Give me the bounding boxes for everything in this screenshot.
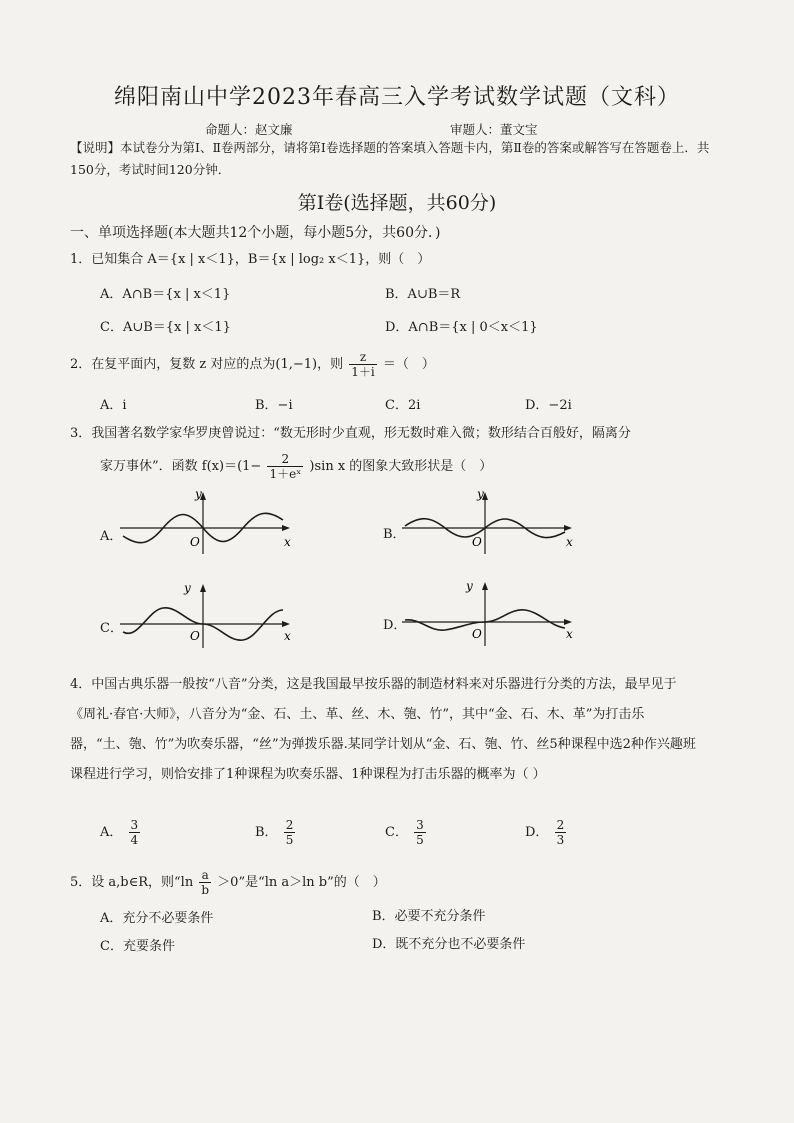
q4-d-num: 2 — [556, 818, 565, 832]
q4-c-den: 5 — [416, 833, 424, 847]
q1-option-c: C．A∪B＝{x | x＜1} — [100, 320, 231, 335]
x-axis-label: x — [566, 627, 573, 641]
q3-line1: 3．我国著名数学家华罗庚曾说过：“数无形时少直观，形无数时难入微；数形结合百般好，隔离分 — [70, 426, 631, 441]
x-axis-label: x — [566, 535, 573, 549]
q5-option-c: C．充要条件 — [100, 939, 175, 954]
q4-option-d-label: D． — [525, 825, 549, 840]
q3-graph-c — [118, 580, 298, 650]
q5-frac-num: a — [199, 868, 211, 883]
q5-frac-den: b — [201, 883, 210, 897]
setter-label: 命题人：赵文廉 — [205, 122, 293, 137]
q3-line2-post: )sin x 的图象大致形状是（ ） — [309, 459, 493, 474]
q2-option-d: D．−2i — [525, 398, 572, 413]
q3-graph-d — [400, 578, 580, 648]
q4-option-c-label: C． — [385, 825, 408, 840]
q4-option-b-frac — [284, 818, 296, 847]
q2-option-b: B．−i — [255, 398, 293, 413]
x-axis-arrow — [282, 525, 290, 531]
q4-text: 4．中国古典乐器一般按“八音”分类，这是我国最早按乐器的制造材料来对乐器进行分类的方法，最早见于《周礼·春官·大师》，八音分为“金、石、土、革、丝、木、匏、竹”，其中“金、石、木、革”为打击乐器，“土、匏、竹”为吹奏乐器，“丝”为弹拨乐器.某同学计划从“金、石、匏、竹、丝5种课程中选2种作兴趣班课程进行学习，则恰安排了1种课程为吹奏乐器、1种课程为打击乐器的概率为（ ） — [70, 677, 696, 782]
q4-d-den: 3 — [556, 833, 565, 847]
reviewer-label: 审题人：董文宝 — [450, 122, 538, 137]
q3-frac-den: 1＋eˣ — [269, 467, 302, 481]
q2-fraction — [349, 350, 376, 379]
q2-stem-pre: 2．在复平面内，复数 z 对应的点为(1,−1)，则 — [70, 357, 344, 372]
q1-option-b: B．A∪B＝R — [385, 287, 461, 302]
y-axis-label: y — [195, 488, 202, 501]
q5-stem-pre: 5．设 a,b∈R，则“ln — [70, 875, 194, 890]
q3-line2-pre: 家万事休”．函数 f(x)＝(1− — [100, 459, 262, 474]
q4-option-c — [385, 818, 428, 847]
y-axis-arrow — [200, 584, 206, 592]
q5-stem — [70, 868, 386, 897]
q3-graph-a — [118, 488, 298, 558]
x-axis-label: x — [284, 629, 291, 643]
x-axis-arrow — [564, 525, 572, 531]
q4-option-a-label: A． — [100, 825, 123, 840]
part-heading: 一、单项选择题(本大题共12个小题，每小题5分，共60分．) — [70, 225, 441, 241]
q3-frac-num: 2 — [267, 452, 303, 467]
q5-option-d: D．既不充分也不必要条件 — [372, 937, 526, 952]
q4-b-den: 5 — [285, 833, 294, 847]
x-axis-arrow — [564, 619, 572, 625]
y-axis-label: y — [477, 488, 484, 501]
q3-fraction — [267, 452, 303, 481]
q1-option-a: A．A∩B＝{x | x＜1} — [100, 287, 231, 302]
instructions-note: 【说明】本试卷分为第Ⅰ、Ⅱ卷两部分，请将第Ⅰ卷选择题的答案填入答题卡内，第Ⅱ卷的答案或解答写在答题卷上．共150分，考试时间120分钟． — [70, 140, 710, 177]
x-axis-label: x — [284, 535, 291, 549]
q2-stem-post: ＝（ ） — [382, 357, 435, 372]
q4-option-d-frac — [555, 818, 567, 847]
y-axis-label: y — [184, 581, 191, 595]
q5-option-b: B．必要不充分条件 — [372, 909, 486, 924]
q3-option-b-label: B． — [383, 527, 406, 542]
q2-option-c: C．2i — [385, 398, 421, 413]
q3-option-c-label: C． — [100, 621, 123, 636]
q2-frac-num: z — [349, 350, 376, 365]
q3-line2 — [100, 452, 492, 481]
x-axis-arrow — [282, 621, 290, 627]
q4-c-num: 3 — [416, 818, 424, 832]
exam-title: 绵阳南山中学2023年春高三入学考试数学试题（文科） — [114, 85, 680, 110]
q2-stem — [70, 350, 435, 379]
origin-label: O — [472, 627, 482, 641]
q4-option-d — [525, 818, 568, 847]
q2-frac-den: 1＋i — [351, 365, 375, 379]
q4-option-b-label: B． — [255, 825, 278, 840]
q3-option-d-label: D． — [383, 618, 407, 633]
q4-option-c-frac — [414, 818, 426, 847]
y-axis-label: y — [466, 579, 473, 593]
section-title: 第Ⅰ卷(选择题，共60分) — [297, 192, 497, 214]
q5-fraction — [199, 868, 211, 897]
q1-option-d: D．A∩B＝{x | 0＜x＜1} — [385, 320, 538, 335]
q4-option-b — [255, 818, 297, 847]
q3-option-a-label: A． — [100, 529, 123, 544]
q1-stem: 1．已知集合 A＝{x | x＜1}，B＝{x | log₂ x＜1}，则（ ） — [70, 252, 431, 267]
q5-option-a: A．充分不必要条件 — [100, 911, 214, 926]
origin-label: O — [472, 535, 482, 549]
q4-option-a-frac — [129, 818, 141, 847]
q4-a-num: 3 — [130, 818, 139, 832]
origin-label: O — [190, 629, 200, 643]
q3-graph-b — [400, 488, 580, 558]
q2-option-a: A．i — [100, 398, 127, 413]
q4-option-a — [100, 818, 142, 847]
q4-a-den: 4 — [130, 833, 139, 847]
origin-label: O — [190, 535, 200, 549]
q5-stem-post: ＞0”是“ln a＞ln b”的（ ） — [217, 875, 386, 890]
y-axis-arrow — [482, 582, 488, 590]
q4-b-num: 2 — [285, 818, 294, 832]
